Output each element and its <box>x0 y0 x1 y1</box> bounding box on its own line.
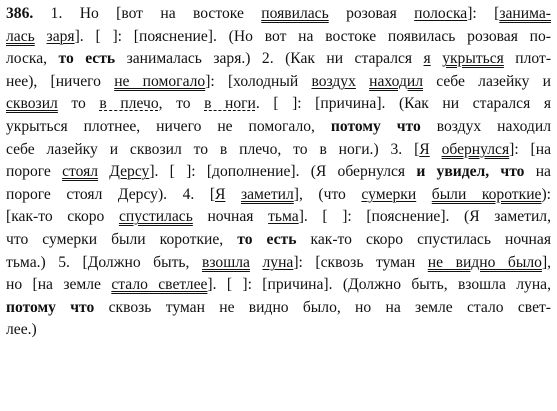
text-segment: укрыться <box>442 50 504 68</box>
text-segment: но [на земле <box>6 276 112 294</box>
text-segment: лоска, <box>6 50 59 68</box>
text-segment: я <box>423 50 431 68</box>
text-segment: стало светлее <box>111 276 208 294</box>
text-segment: стоял <box>62 163 99 181</box>
text-segment: . [ ]: [причина]. (Как ни старался я <box>255 95 551 113</box>
text-line <box>6 252 551 275</box>
text-segment: занималась заря.) 2. (Как ни старался <box>115 50 424 68</box>
text-segment: ]. [ ]: [пояснение]. (Я заметил, <box>298 208 551 226</box>
text-line <box>6 184 551 207</box>
text-line <box>6 71 551 94</box>
text-line <box>6 139 551 162</box>
text-segment: ]: [холодный <box>205 72 312 90</box>
text-line <box>6 3 551 26</box>
text-segment: [как-то скоро <box>6 208 119 226</box>
text-segment: сумерки <box>361 185 417 203</box>
text-segment: занима- <box>499 5 551 22</box>
text-segment: что сумерки были короткие, <box>6 230 238 248</box>
text-segment: ]. [ ]: [дополнение]. (Я обернулся <box>149 163 417 181</box>
text-segment: спустилась <box>118 208 193 226</box>
text-segment: себе лазейку и сквозил то в плечо, то в ноги.) 3. [ <box>6 140 420 158</box>
text-segment: воздух находил <box>420 117 551 135</box>
text-segment: были короткие <box>431 185 542 203</box>
text-segment: ]: [на <box>509 140 551 158</box>
text-segment: Дерсу <box>109 163 150 181</box>
text-segment: взошла <box>201 253 250 271</box>
exercise-number: 386. <box>6 5 34 22</box>
text-segment: сквозь туман не видно было, но на земле стало свет- <box>94 298 551 316</box>
text-segment: и увидел, что <box>416 163 525 181</box>
text-segment: лась <box>6 27 35 45</box>
text-segment: не помогало <box>114 72 206 90</box>
text-line <box>6 26 551 49</box>
text-segment: не видно было <box>427 253 542 271</box>
text-segment: луна <box>262 253 294 271</box>
text-segment: в плечо <box>99 95 159 113</box>
text-segment: 1. Но [вот на востоке <box>33 5 262 22</box>
text-segment <box>356 73 369 90</box>
text-segment: обернулся <box>441 140 510 158</box>
text-line <box>6 274 551 297</box>
text-segment: находил <box>369 72 424 90</box>
text-segment <box>431 50 442 67</box>
text-segment: заметил <box>240 185 294 203</box>
text-line <box>6 93 551 116</box>
text-segment: , то <box>158 95 205 113</box>
text-segment <box>98 163 109 180</box>
text-line <box>6 297 551 320</box>
text-line <box>6 48 551 71</box>
text-segment: потому что <box>6 298 95 316</box>
text-segment: тьма.) 5. [Должно быть, <box>6 253 202 271</box>
text-segment: плот- <box>503 50 552 68</box>
text-segment: сквозил <box>6 95 58 113</box>
text-segment: ]: [ <box>467 5 500 22</box>
text-segment: на <box>524 163 551 181</box>
text-line <box>6 116 551 139</box>
text-segment: ]. [ ]: [пояснение]. (Но вот на востоке появилась розовая по- <box>74 27 551 45</box>
text-segment: как-то скоро спустилась ночная <box>296 230 551 248</box>
text-segment: то есть <box>58 50 116 68</box>
text-line <box>6 206 551 229</box>
text-segment: в ноги <box>204 95 256 113</box>
text-segment: ]. [ ]: [причина]. (Должно быть, взошла луна, <box>207 276 551 294</box>
text-segment: лее.) <box>6 321 37 339</box>
text-segment: себе лазейку и <box>423 72 552 90</box>
text-segment: воздух <box>311 72 356 90</box>
text-segment: нее), [ничего <box>6 72 115 90</box>
text-segment <box>430 141 442 158</box>
text-segment: пороге стоял Дерсу). 4. [ <box>6 185 216 203</box>
text-segment <box>225 186 241 203</box>
text-segment: ]: [сквозь туман <box>293 253 428 271</box>
text-segment: заря <box>46 27 75 45</box>
text-segment <box>250 254 263 271</box>
text-segment: Я <box>215 185 226 203</box>
text-segment: появилась <box>261 5 329 22</box>
text-segment: укрыться плотнее, ничего не помогало, <box>6 117 331 135</box>
text-segment: ночная <box>192 208 269 226</box>
text-line <box>6 319 551 342</box>
text-line <box>6 229 551 252</box>
text-segment <box>416 186 432 203</box>
text-segment: то есть <box>237 230 297 248</box>
text-segment: ): <box>541 185 551 203</box>
text-segment: ], <box>541 253 552 271</box>
text-segment: ], (что <box>293 185 362 203</box>
text-segment: розовая <box>328 5 415 22</box>
text-segment: полоска <box>414 5 468 22</box>
text-line <box>6 161 551 184</box>
text-segment: потому что <box>330 117 421 135</box>
text-segment: Я <box>419 140 430 158</box>
text-segment: пороге <box>6 163 63 181</box>
text-segment: тьма <box>268 208 299 226</box>
text-segment <box>35 28 47 45</box>
text-segment: то <box>57 95 100 113</box>
